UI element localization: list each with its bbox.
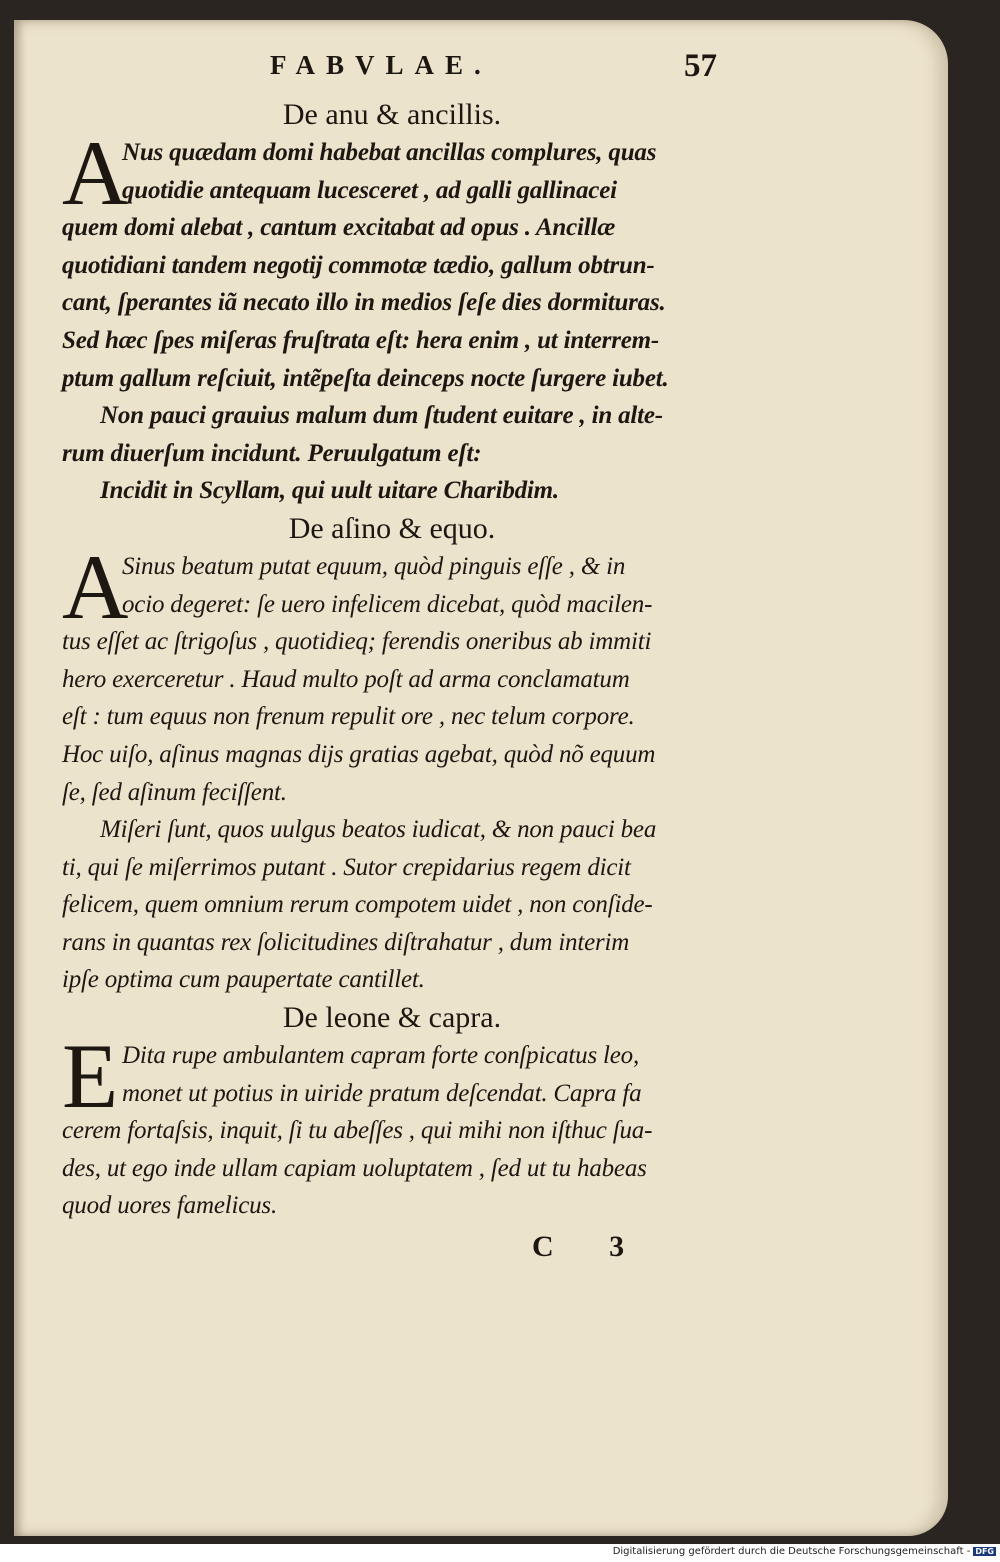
fable-section — [62, 510, 722, 999]
drop-cap-initial: A — [62, 122, 129, 224]
text-line: quotidie antequam lucesceret , ad galli gallinacei — [122, 176, 617, 204]
text-line: Nus quædam domi habebat ancillas complures, quas — [122, 139, 657, 166]
fable-section — [62, 96, 722, 510]
fable-body — [62, 535, 722, 999]
running-head — [62, 50, 722, 96]
text-line: quod uores famelicus. — [62, 1192, 277, 1220]
text-line: felicem, quem omnium rerum compotem uidet , non conſide- — [62, 891, 653, 919]
fable-body — [62, 1025, 722, 1225]
text-line: Hoc uiſo, aſinus magnas dijs gratias agebat, quòd nõ equum — [62, 740, 656, 768]
text-line: ptum gallum reſciuit, intẽpeſta deinceps nocte ſurgere iubet. — [62, 364, 669, 392]
signature-mark: C 3 — [532, 1230, 649, 1263]
dfg-logo: DFG — [975, 1547, 994, 1556]
text-line: Sinus beatum putat equum, quòd pinguis eſſe , & in — [122, 552, 626, 580]
text-line: ſe, ſed aſinum feciſſent. — [62, 778, 287, 806]
text-line: ipſe optima cum paupertate cantillet. — [62, 966, 425, 994]
digitization-credit — [613, 1546, 996, 1557]
fable-heading: De anu & ancillis. — [282, 98, 502, 131]
drop-cap-initial: E — [62, 1025, 119, 1128]
text-line: monet ut potius in uiride pratum deſcendat. Capra fa — [122, 1079, 642, 1107]
text-line: cerem fortaſsis, inquit, ſi tu abeſſes , qui mihi non iſthuc ſua- — [62, 1117, 653, 1145]
text-line: Non pauci grauius malum dum ſtudent euitare , in alte- — [100, 402, 663, 430]
text-line: ti, qui ſe miſerrimos putant . Sutor crepidarius regem dicit — [62, 853, 631, 881]
text-line: hero exerceretur . Haud multo poſt ad arma conclamatum — [62, 665, 630, 693]
text-block — [62, 50, 722, 1225]
text-line: quotidiani tandem negotij commotæ tædio, gallum obtrun- — [62, 251, 655, 279]
running-title: FABVLAE. — [270, 50, 492, 80]
text-line: rans in quantas rex ſolicitudines diſtrahatur , dum interim — [62, 928, 630, 956]
fables-container — [62, 96, 722, 1225]
fable-heading: De aſino & equo. — [288, 511, 496, 545]
fable-body — [62, 122, 722, 510]
text-line: Sed hæc ſpes miſeras fruſtrata eſt: hera enim , ut interrem- — [62, 326, 660, 354]
text-line: des, ut ego inde ullam capiam uoluptatem , ſed ut tu habeas — [62, 1154, 647, 1182]
text-line: Incidit in Scyllam, qui uult uitare Charibdim. — [100, 477, 559, 505]
page-number: 57 — [684, 48, 717, 84]
drop-cap-initial: A — [62, 535, 129, 638]
text-line: tus eſſet ac ſtrigoſus , quotidieq; ferendis oneribus ab immiti — [62, 628, 652, 656]
credit-text: Digitalisierung gefördert durch die Deutsche Forschungsgemeinschaft - — [612, 1546, 971, 1557]
text-line: cant, ſperantes iã necato illo in medios ſeſe dies dormituras. — [62, 289, 666, 317]
text-line: rum diuerſum incidunt. Peruulgatum eſt: — [62, 439, 482, 467]
book-page — [14, 20, 948, 1536]
text-line: Miſeri ſunt, quos uulgus beatos iudicat, & non pauci bea — [100, 816, 657, 844]
text-line: quem domi alebat , cantum excitabat ad opus . Ancillæ — [62, 214, 616, 242]
text-line: eſt : tum equus non frenum repulit ore , nec telum corpore. — [62, 703, 635, 731]
text-line: ocio degeret: ſe uero infelicem dicebat, quòd macilen- — [122, 590, 653, 618]
fable-section — [62, 999, 722, 1225]
fable-heading: De leone & capra. — [282, 1001, 502, 1035]
text-line: Dita rupe ambulantem capram forte conſpicatus leo, — [122, 1042, 640, 1070]
